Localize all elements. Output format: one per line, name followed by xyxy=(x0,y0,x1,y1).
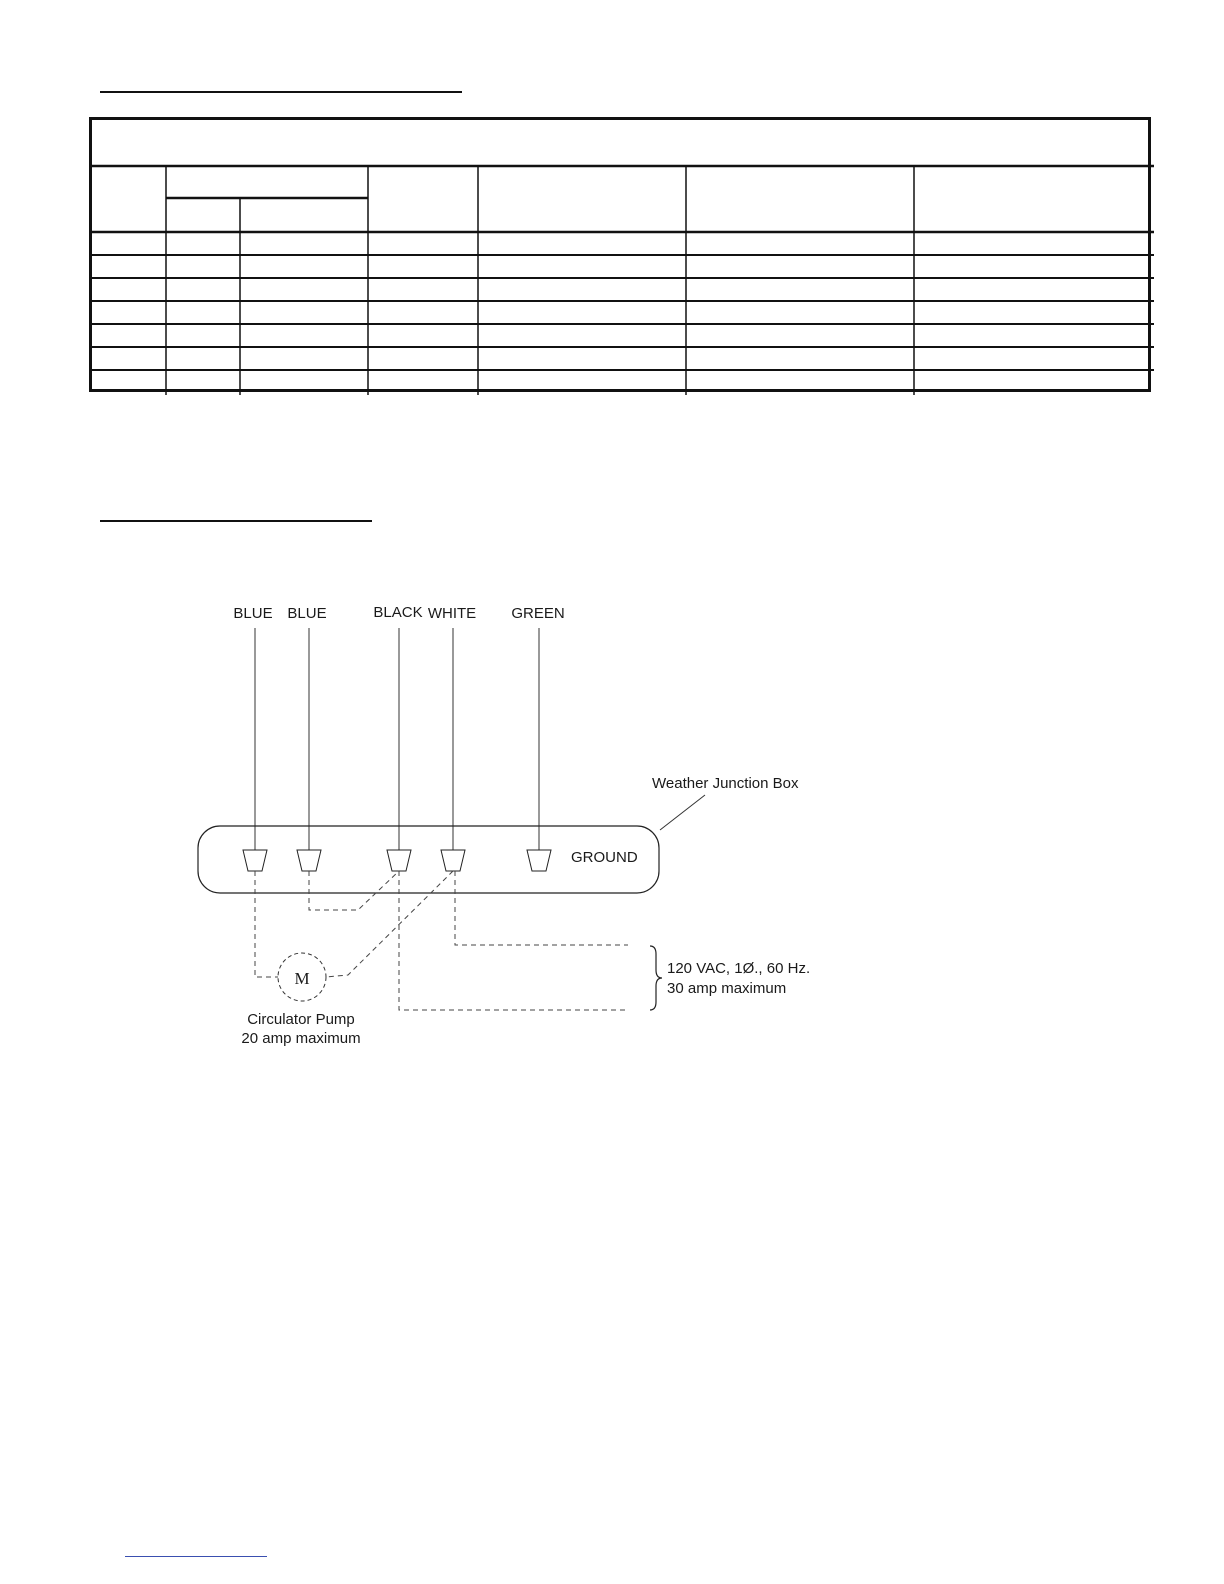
junction-box-leader xyxy=(660,795,705,830)
field-wire-blue-1 xyxy=(255,871,278,977)
junction-box-label: Weather Junction Box xyxy=(652,775,799,792)
ground-label: GROUND xyxy=(571,849,638,866)
wire-label-blue-1: BLUE xyxy=(233,605,273,622)
motor-symbol-label: M xyxy=(294,969,310,988)
field-wire-white-supply xyxy=(455,871,628,945)
junction-box xyxy=(198,826,659,893)
section-2-heading-rule xyxy=(100,520,372,522)
field-wire-blue-2-jumper xyxy=(309,871,399,910)
wire-label-black: BLACK xyxy=(373,604,423,621)
wire-label-white: WHITE xyxy=(427,605,477,622)
spec-table-grid xyxy=(92,120,1154,395)
spec-table xyxy=(89,117,1151,392)
field-wire-black-supply xyxy=(399,871,628,1010)
field-wire-white-motor xyxy=(326,871,453,977)
terminal-white xyxy=(441,850,465,871)
motor-symbol-circle xyxy=(278,953,326,1001)
pump-label-line2: 20 amp maximum xyxy=(241,1030,361,1047)
pump-label-line1: Circulator Pump xyxy=(247,1011,355,1028)
wire-label-green: GREEN xyxy=(511,605,565,622)
supply-label-line2: 30 amp maximum xyxy=(667,980,787,997)
footer-link[interactable] xyxy=(125,1556,267,1557)
section-1-heading-rule xyxy=(100,91,462,93)
terminal-blue-2 xyxy=(297,850,321,871)
supply-label-line1: 120 VAC, 1Ø., 60 Hz. xyxy=(667,960,811,977)
terminal-green xyxy=(527,850,551,871)
terminal-blue-1 xyxy=(243,850,267,871)
supply-brace xyxy=(650,946,662,1010)
wire-label-blue-2: BLUE xyxy=(287,605,327,622)
terminal-black xyxy=(387,850,411,871)
